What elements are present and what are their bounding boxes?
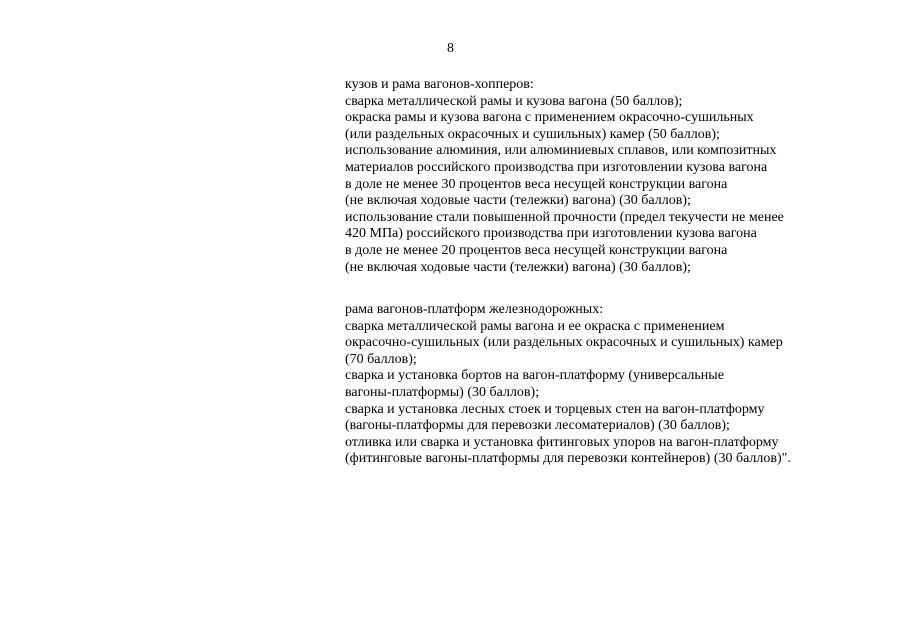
text-line: (фитинговые вагоны-платформы для перевозки контейнеров) (30 баллов)". bbox=[345, 451, 791, 467]
text-line: использование стали повышенной прочности (предел текучести не менее bbox=[345, 209, 784, 225]
section-hoppers bbox=[345, 77, 865, 276]
text-line: сварка металлической рамы и кузова вагона (50 баллов); bbox=[345, 93, 683, 109]
text-line: (70 баллов); bbox=[345, 351, 417, 367]
text-line: сварка металлической рамы вагона и ее окраска с применением bbox=[345, 318, 725, 334]
text-line: (или раздельных окрасочных и сушильных) камер (50 баллов); bbox=[345, 126, 720, 142]
text-line: вагоны-платформы) (30 баллов); bbox=[345, 384, 540, 400]
section-platforms bbox=[345, 302, 865, 468]
text-line: окраска рамы и кузова вагона с применением окрасочно-сушильных bbox=[345, 110, 754, 126]
page-number: 8 bbox=[447, 41, 454, 56]
text-line: в доле не менее 20 процентов веса несущей конструкции вагона bbox=[345, 242, 728, 258]
text-line: рама вагонов-платформ железнодорожных: bbox=[345, 302, 604, 317]
text-line: окрасочно-сушильных (или раздельных окрасочных и сушильных) камер bbox=[345, 335, 783, 351]
text-line: сварка и установка бортов на вагон-платформу (универсальные bbox=[345, 368, 724, 384]
text-line: кузов и рама вагонов-хопперов: bbox=[345, 77, 534, 92]
text-line: 420 МПа) российского производства при изготовлении кузова вагона bbox=[345, 226, 757, 242]
text-line: использование алюминия, или алюминиевых сплавов, или композитных bbox=[345, 143, 777, 159]
text-line: в доле не менее 30 процентов веса несущей конструкции вагона bbox=[345, 176, 728, 192]
text-line: (вагоны-платформы для перевозки лесоматериалов) (30 баллов); bbox=[345, 418, 730, 434]
text-line: отливка или сварка и установка фитинговых упоров на вагон-платформу bbox=[345, 434, 779, 450]
text-line: материалов российского производства при изготовлении кузова вагона bbox=[345, 159, 768, 175]
text-line: (не включая ходовые части (тележки) вагона) (30 баллов); bbox=[345, 193, 691, 209]
text-line: сварка и установка лесных стоек и торцевых стен на вагон-платформу bbox=[345, 401, 765, 417]
text-line: (не включая ходовые части (тележки) вагона) (30 баллов); bbox=[345, 259, 691, 275]
